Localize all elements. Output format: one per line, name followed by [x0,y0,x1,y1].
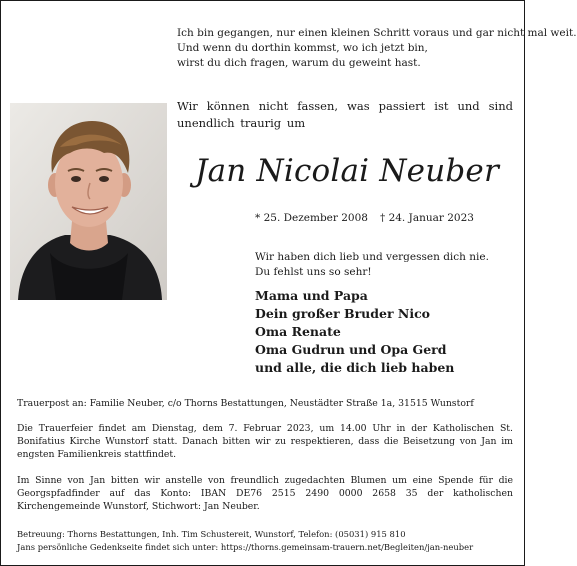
poem [177,26,577,71]
poem-line: Ich bin gegangen, nur einen kleinen Schritt voraus und gar nicht mal weit. [177,27,577,39]
mourner: Dein großer Bruder Nico [255,306,431,321]
birth-date: * 25. Dezember 2008 [255,212,368,224]
poem-line: Und wenn du dorthin kommst, wo ich jetzt bin, [177,42,428,54]
mourner: Oma Gudrun und Opa Gerd [255,342,447,357]
portrait-photo [10,103,167,300]
love-line: Du fehlst uns so sehr! [255,266,372,278]
poem-line: wirst du dich fragen, warum du geweint hast. [177,57,421,69]
deceased-name: Jan Nicolai Neuber [194,153,499,189]
mourner: Mama und Papa [255,288,368,303]
intro-text: Wir können nicht fassen, was passiert ist und sind unendlich traurig um [177,99,513,130]
mourner: und alle, die dich lieb haben [255,360,455,375]
love-message [255,250,489,280]
trauerpost-info: Trauerpost an: Familie Neuber, c/o Thorns Bestattungen, Neustädter Straße 1a, 31515 Wunstorf [17,398,474,409]
mourners-list [255,287,454,377]
trauerfeier-info: Die Trauerfeier findet am Dienstag, dem 7. Februar 2023, um 14.00 Uhr in der Katholischen St. Bonifatius Kirche Wunstorf statt. Danach bitten wir zu respektieren, dass die Beisetzung von Jan im engsten Familienkreis stattfindet. [17,423,513,460]
life-dates [255,211,474,225]
memorial-page-info: Jans persönliche Gedenkseite findet sich unter: https://thorns.gemeinsam-trauern.net/Begleiten/jan-neuber [17,542,474,552]
donation-info: Im Sinne von Jan bitten wir anstelle von freundlich zugedachten Blumen um eine Spende für die Georgspfadfinder auf das Konto: IBAN DE76 2515 2490 0000 2658 35 der katholischen Kirchengemeinde Wunstorf, Stichwort: Jan Neuber. [17,475,513,512]
funeral-home-info: Betreuung: Thorns Bestattungen, Inh. Tim Schustereit, Wunstorf, Telefon: (05031) 915 810 [17,529,406,539]
death-date: † 24. Januar 2023 [379,212,474,224]
mourner: Oma Renate [255,324,341,339]
love-line: Wir haben dich lieb und vergessen dich nie. [255,251,489,263]
